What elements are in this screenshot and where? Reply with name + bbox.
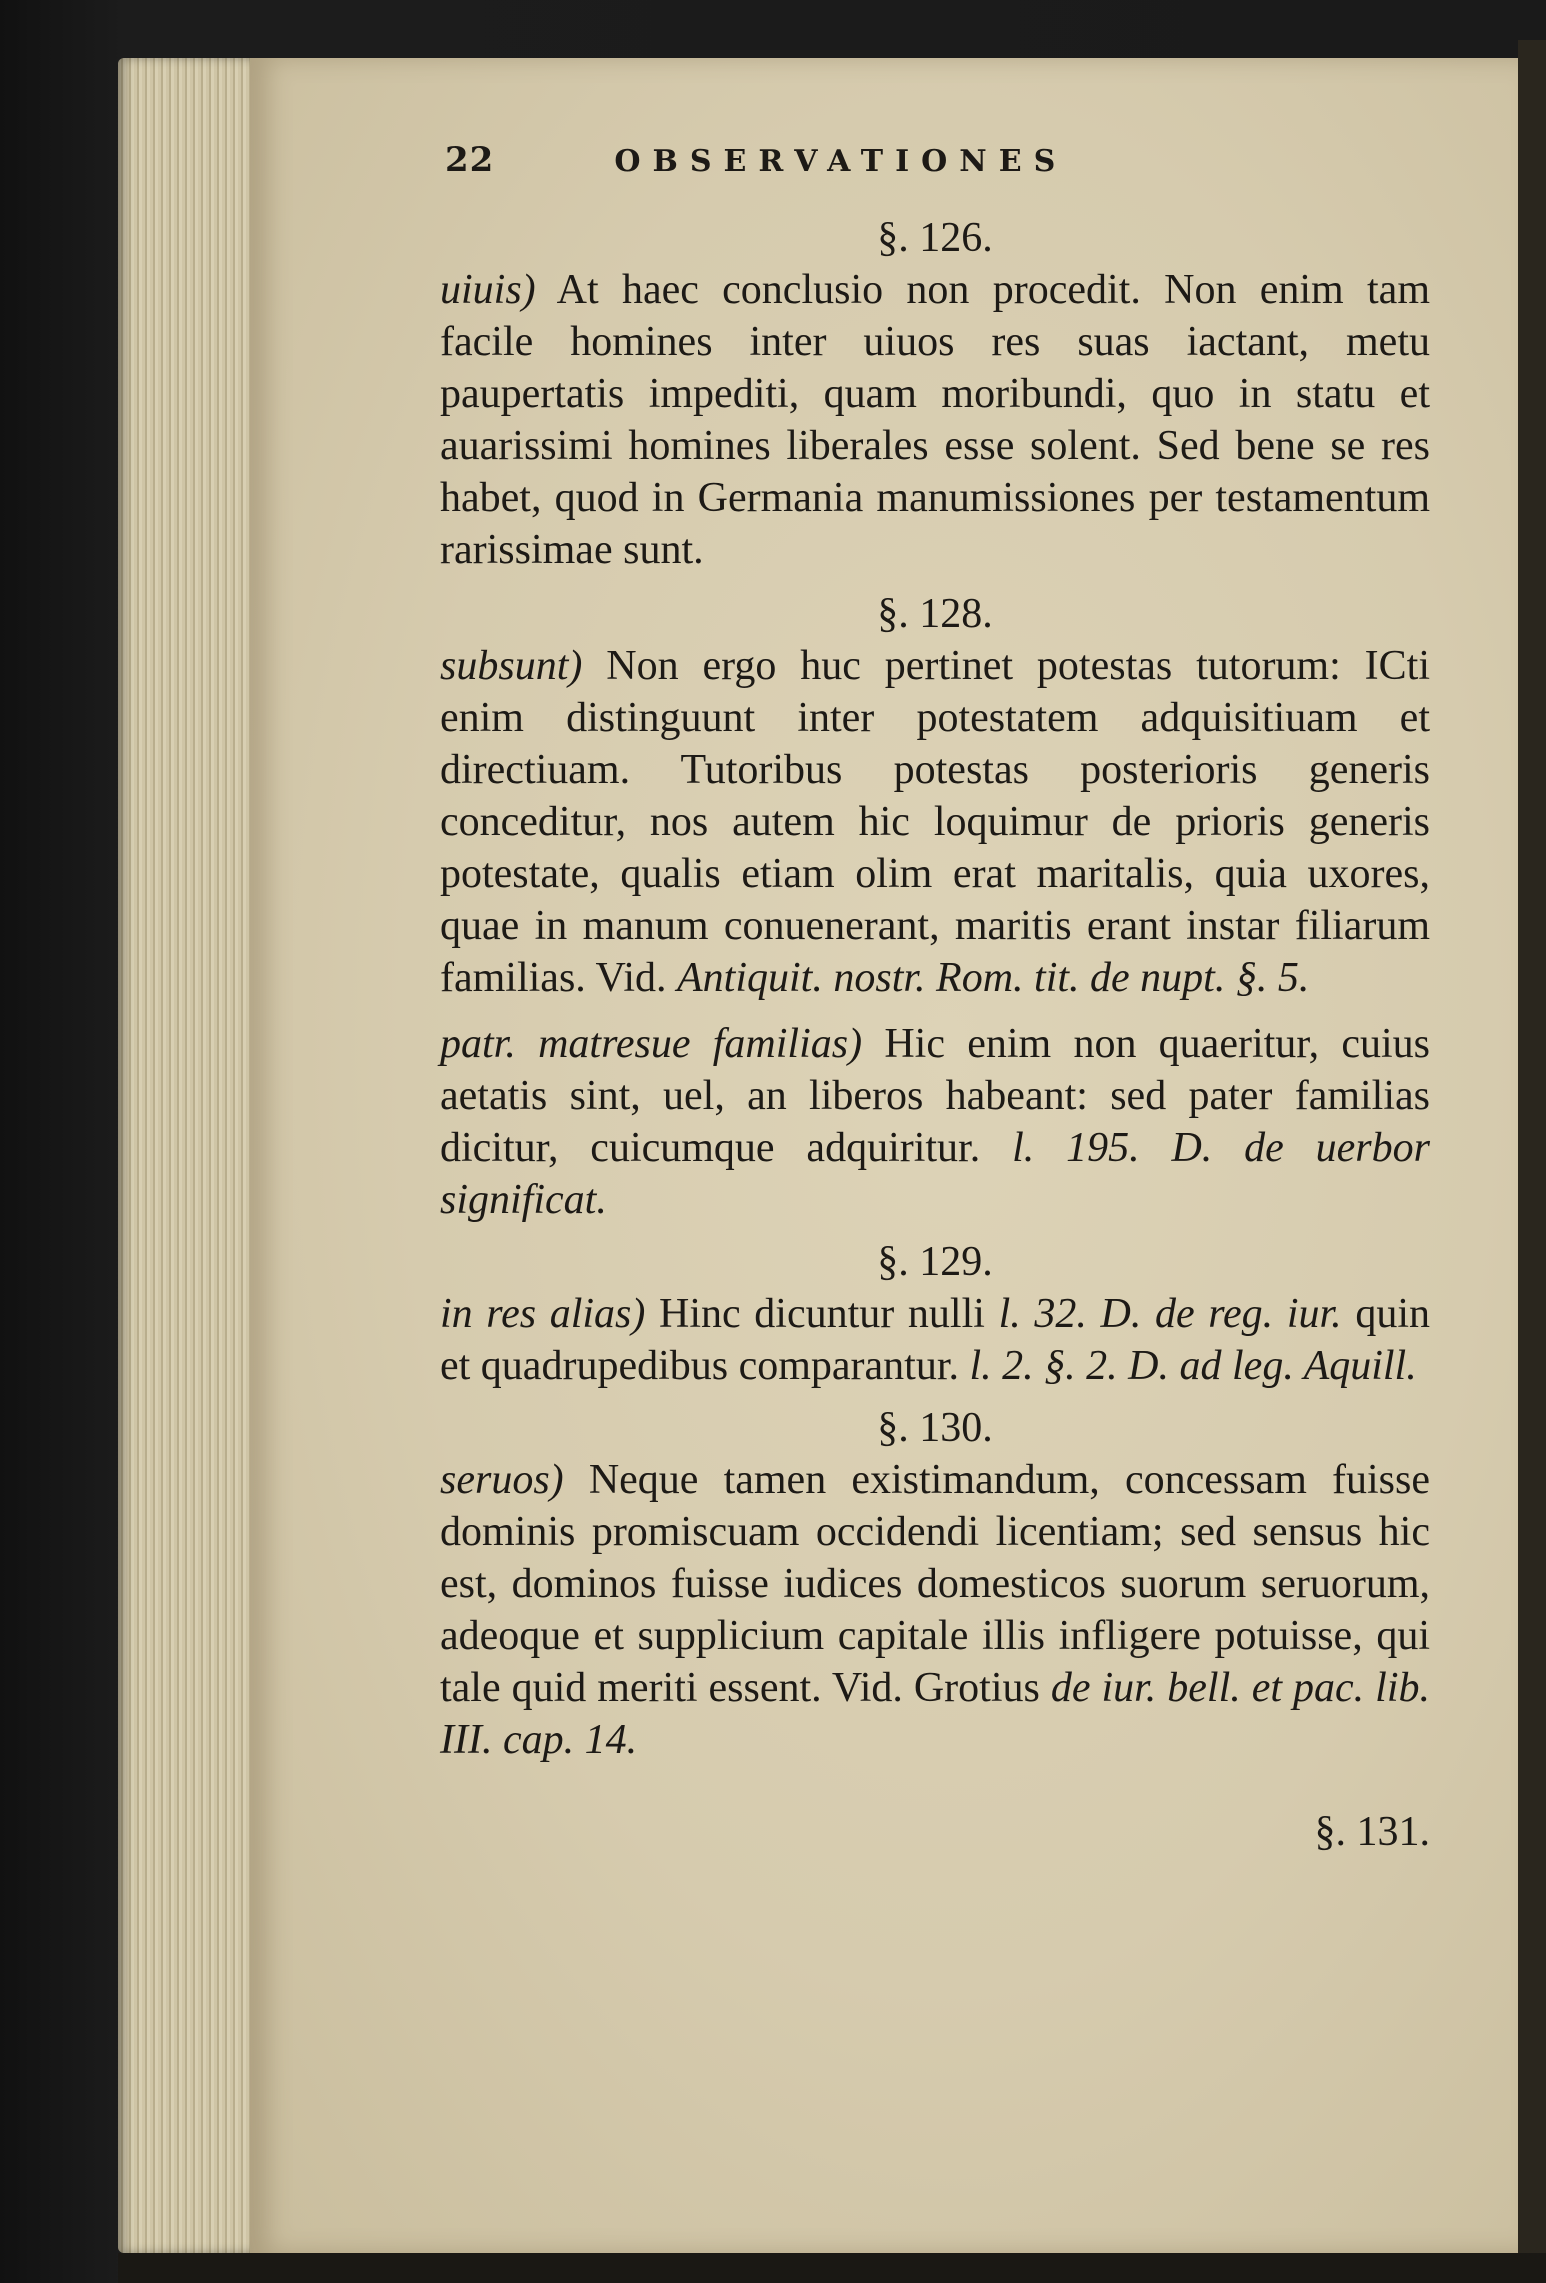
paragraph-text: At haec conclusio non procedit. Non enim tam facile homines inter uiuos res suas iactant, metu paupertatis impediti, quam moribundi, quo in statu et auarissimi homines liberales esse solent. Sed bene se res habet, quod in Germania manumissiones per testamentum rarissimae sunt.	[440, 267, 1430, 573]
lemma: uiuis)	[440, 267, 536, 313]
catchword: §. 131.	[1314, 1809, 1430, 1855]
lemma: patr. matresue familias)	[440, 1021, 863, 1067]
citation: de iur. bell. et pac. lib. III. cap. 14.	[440, 1665, 1430, 1763]
paragraph-text: Non ergo huc pertinet potestas tutorum: ICti enim distinguunt inter potestatem adquisitiuam et directiuam. Tutoribus potestas posterioris generis conceditur, nos autem hic loquimur de prioris generis potestate, qualis etiam olim erat maritalis, quia uxores, quae in manum conuenerant, maritis erant instar filiarum familias. Vid.	[440, 643, 1430, 1001]
running-title: OBSERVATIONES	[614, 144, 1068, 179]
page-number: 22	[445, 140, 495, 180]
annotation-paragraph	[440, 1018, 1430, 1226]
citation: l. 32. D. de reg. iur.	[998, 1291, 1342, 1337]
paragraph-text: Neque tamen existimandum, concessam fuisse dominis promiscuam occidendi licentiam; sed sensus hic est, dominos fuisse iudices domesticos suorum seruorum, adeoque et supplicium capitale illis infligere potuisse, qui tale quid meriti essent. Vid. Grotius	[440, 1457, 1430, 1711]
annotation-paragraph	[440, 264, 1430, 576]
bottom-strip	[118, 2253, 1546, 2283]
annotation-paragraph	[440, 640, 1430, 1004]
running-header	[445, 140, 1215, 180]
annotation-paragraph	[440, 1454, 1430, 1766]
paragraph-text: Hinc dicuntur nulli	[659, 1291, 985, 1337]
lemma: seruos)	[440, 1457, 564, 1503]
citation: Antiquit. nostr. Rom. tit. de nupt. §. 5.	[677, 955, 1310, 1001]
text-body	[440, 212, 1430, 1858]
citation: l. 195. D. de uerbor significat.	[440, 1125, 1430, 1223]
annotation-paragraph	[440, 1288, 1430, 1392]
citation: l. 2. §. 2. D. ad leg. Aquill.	[969, 1343, 1417, 1389]
lemma: in res alias)	[440, 1291, 646, 1337]
section-heading: §. 130.	[877, 1405, 993, 1451]
right-binding-strip	[1518, 40, 1546, 2283]
section-heading: §. 129.	[877, 1239, 993, 1285]
lemma: subsunt)	[440, 643, 583, 689]
paragraph-text: Hic enim non quaeritur, cuius aetatis sint, uel, an liberos habeant: sed pater familias dicitur, cuicumque adquiritur.	[440, 1021, 1430, 1171]
section-heading: §. 128.	[877, 591, 993, 637]
section-heading: §. 126.	[877, 215, 993, 261]
paragraph-text: quin et quadrupedibus comparantur.	[440, 1291, 1430, 1389]
